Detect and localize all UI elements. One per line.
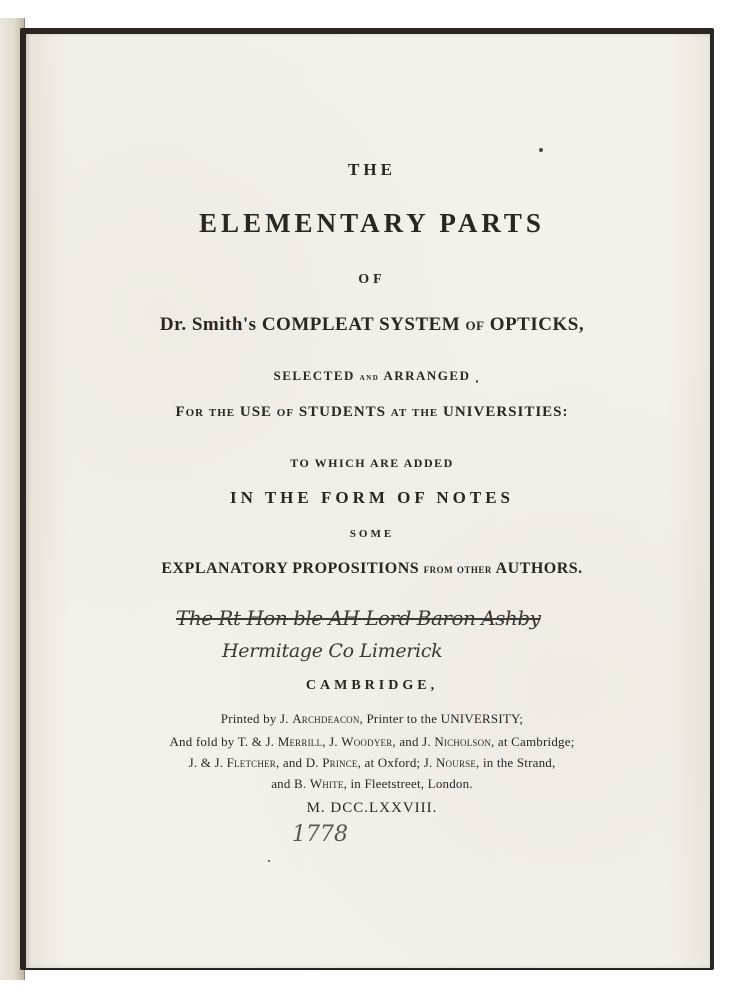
imprint-text: , in Fleetstreet, London. (343, 776, 473, 791)
heading-of: OF (358, 272, 386, 287)
imprint-place: CAMBRIDGE, (305, 678, 439, 693)
printer-name: Archdeacon (292, 711, 360, 726)
book-title: ELEMENTARY PARTS (199, 208, 545, 238)
bookseller-name: Fletcher (226, 755, 276, 770)
imprint-text: , Printer to the UNIVERSITY; (359, 711, 524, 726)
paper-speck (268, 860, 270, 862)
arranged-word: ARRANGED (383, 368, 471, 383)
from-other: from other (423, 561, 492, 576)
work-title-of: of (465, 314, 485, 335)
imprint-text: , at Cambridge; (491, 734, 575, 749)
imprint-text: , J. (322, 734, 338, 749)
imprint-text: Printed by J. (220, 711, 289, 726)
selected-word: SELECTED (273, 368, 355, 383)
ownership-inscription-place: Hermitage Co Limerick (222, 640, 443, 662)
work-title-b: OPTICKS, (489, 314, 585, 335)
universities-word: UNIVERSITIES: (442, 404, 569, 420)
bookseller-name: White (309, 776, 344, 791)
imprint-date: M. DCC.LXXVIII. (306, 800, 438, 816)
bookseller-name: Merrill (277, 734, 323, 749)
explanatory-propositions: EXPLANATORY PROPOSITIONS (161, 560, 420, 577)
imprint-line-2 (0, 734, 744, 750)
ownership-inscription-struck: The Rt Hon ble AH Lord Baron Ashby (176, 606, 541, 630)
for-use-line (0, 404, 744, 421)
students-word: STUDENTS (298, 404, 387, 420)
bookseller-name: Woodyer (341, 734, 393, 749)
for-the: For the (175, 404, 236, 420)
at-the: at the (390, 404, 439, 420)
use-word: USE (239, 404, 273, 420)
selected-and: and (359, 372, 380, 383)
imprint-text: , and J. (392, 734, 431, 749)
some-line: SOME (349, 528, 395, 540)
imprint-text: and B. (271, 776, 307, 791)
manuscript-year: 1778 (292, 822, 348, 847)
system-line (0, 314, 744, 336)
work-title-a: COMPLEAT SYSTEM (261, 314, 461, 335)
to-which-line: TO WHICH ARE ADDED (290, 456, 454, 470)
imprint-line-4 (0, 776, 744, 792)
imprint-text: , in the Strand, (476, 755, 556, 770)
author-name: Dr. Smith's (159, 314, 257, 335)
imprint-text: , and D. (275, 755, 319, 770)
explanatory-line (0, 560, 744, 578)
of-word: of (276, 404, 295, 420)
imprint-text: And fold by T. & J. (169, 734, 275, 749)
imprint-line-1 (0, 711, 744, 727)
imprint-line-3 (0, 755, 744, 771)
form-of-notes-line: IN THE FORM OF NOTES (229, 488, 515, 507)
paper-speck (539, 148, 543, 152)
bookseller-name: Prince (322, 755, 358, 770)
selected-line (0, 368, 744, 384)
bookseller-name: Nourse (435, 755, 477, 770)
bookseller-name: Nicholson (434, 734, 492, 749)
authors-word: AUTHORS. (495, 560, 583, 577)
imprint-text: J. & J. (188, 755, 224, 770)
heading-the: THE (348, 160, 396, 179)
imprint-text: , at Oxford; J. (357, 755, 433, 770)
